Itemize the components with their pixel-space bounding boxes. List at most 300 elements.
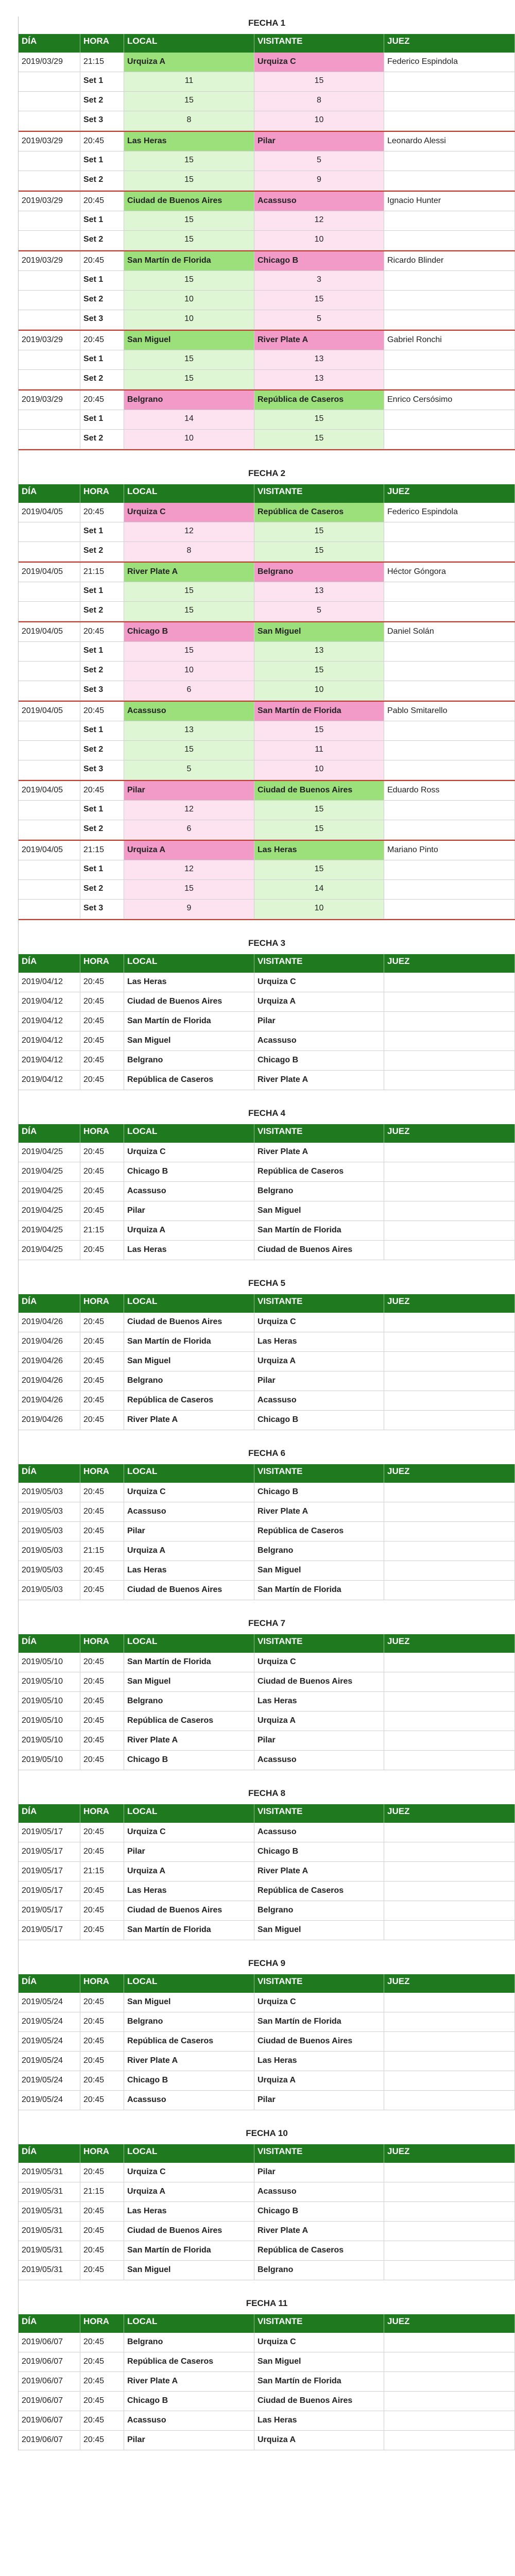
schedule-row[interactable] bbox=[19, 1993, 515, 2012]
header-hora: HORA bbox=[80, 484, 124, 503]
local-team: Las Heras bbox=[124, 1241, 254, 1260]
schedule-row[interactable] bbox=[19, 1502, 515, 1522]
header-juez: JUEZ bbox=[384, 1124, 515, 1143]
set-label: Set 2 bbox=[80, 231, 124, 250]
match-date: 2019/04/26 bbox=[19, 1411, 80, 1430]
local-team: Acassuso bbox=[124, 1502, 254, 1521]
match-time: 20:45 bbox=[80, 1731, 124, 1750]
table-header bbox=[19, 1464, 515, 1483]
visitor-team: Ciudad de Buenos Aires bbox=[254, 1672, 384, 1691]
set-spacer bbox=[19, 271, 80, 290]
set-empty bbox=[384, 231, 515, 250]
header-visitante: VISITANTE bbox=[254, 1634, 384, 1653]
match-time: 20:45 bbox=[80, 391, 124, 410]
match-time: 20:45 bbox=[80, 1842, 124, 1861]
referee bbox=[384, 1071, 515, 1090]
schedule-row[interactable] bbox=[19, 1352, 515, 1371]
set-empty bbox=[384, 860, 515, 879]
set-local-score: 10 bbox=[124, 291, 254, 310]
fecha-title: FECHA 1 bbox=[248, 18, 286, 28]
local-team: San Martín de Florida bbox=[124, 1012, 254, 1031]
fecha-section bbox=[19, 1107, 515, 1260]
visitor-team: Urquiza A bbox=[254, 992, 384, 1011]
schedule-row[interactable] bbox=[19, 1241, 515, 1260]
match-date: 2019/04/12 bbox=[19, 973, 80, 992]
header-dia: DÍA bbox=[19, 2314, 80, 2333]
table-header bbox=[19, 954, 515, 973]
match-time: 20:45 bbox=[80, 781, 124, 800]
schedule-row[interactable] bbox=[19, 2163, 515, 2182]
set-local-score: 15 bbox=[124, 880, 254, 899]
schedule-row[interactable] bbox=[19, 1071, 515, 1090]
match-time: 20:45 bbox=[80, 251, 124, 270]
referee: Eduardo Ross bbox=[384, 781, 515, 800]
visitor-team: San Martín de Florida bbox=[254, 1581, 384, 1600]
schedule-row[interactable] bbox=[19, 2091, 515, 2110]
set-empty bbox=[384, 171, 515, 190]
set-spacer bbox=[19, 72, 80, 91]
schedule-row[interactable] bbox=[19, 2261, 515, 2280]
referee bbox=[384, 1672, 515, 1691]
schedule-row[interactable] bbox=[19, 1731, 515, 1751]
set-visitor-score: 11 bbox=[254, 741, 384, 760]
referee bbox=[384, 1221, 515, 1240]
header-dia: DÍA bbox=[19, 1974, 80, 1993]
match-date: 2019/03/29 bbox=[19, 192, 80, 211]
visitor-team: San Miguel bbox=[254, 1561, 384, 1580]
referee bbox=[384, 2241, 515, 2260]
set-local-score: 15 bbox=[124, 350, 254, 369]
referee bbox=[384, 1823, 515, 1842]
referee bbox=[384, 1241, 515, 1260]
header-hora: HORA bbox=[80, 1464, 124, 1483]
local-team: San Martín de Florida bbox=[124, 1921, 254, 1940]
local-team: Chicago B bbox=[124, 2392, 254, 2411]
visitor-team: River Plate A bbox=[254, 1071, 384, 1090]
set-row bbox=[19, 602, 515, 621]
set-local-score: 10 bbox=[124, 662, 254, 681]
match-row[interactable] bbox=[19, 702, 515, 721]
fecha-section bbox=[19, 467, 515, 920]
header-juez: JUEZ bbox=[384, 484, 515, 503]
match-time: 20:45 bbox=[80, 1391, 124, 1410]
schedule-row[interactable] bbox=[19, 2012, 515, 2032]
match-row[interactable] bbox=[19, 132, 515, 151]
schedule-row[interactable] bbox=[19, 1332, 515, 1352]
set-label: Set 3 bbox=[80, 900, 124, 919]
match-date: 2019/05/31 bbox=[19, 2182, 80, 2201]
match-date: 2019/05/24 bbox=[19, 1993, 80, 2012]
set-spacer bbox=[19, 171, 80, 190]
referee bbox=[384, 1561, 515, 1580]
set-row bbox=[19, 542, 515, 562]
schedule-row[interactable] bbox=[19, 2411, 515, 2431]
set-spacer bbox=[19, 211, 80, 230]
match-date: 2019/06/07 bbox=[19, 2431, 80, 2450]
set-empty bbox=[384, 741, 515, 760]
referee bbox=[384, 1182, 515, 1201]
local-team: Chicago B bbox=[124, 2071, 254, 2090]
set-empty bbox=[384, 72, 515, 91]
referee bbox=[384, 2261, 515, 2280]
match-time: 20:45 bbox=[80, 1071, 124, 1090]
referee bbox=[384, 1031, 515, 1050]
match-time: 20:45 bbox=[80, 1921, 124, 1940]
set-row bbox=[19, 760, 515, 780]
set-spacer bbox=[19, 820, 80, 839]
header-visitante: VISITANTE bbox=[254, 1464, 384, 1483]
match-date: 2019/04/25 bbox=[19, 1182, 80, 1201]
table-header bbox=[19, 484, 515, 503]
referee bbox=[384, 2333, 515, 2352]
match-date: 2019/05/03 bbox=[19, 1502, 80, 1521]
match-time: 20:45 bbox=[80, 503, 124, 522]
schedule-row[interactable] bbox=[19, 1371, 515, 1391]
schedule-row[interactable] bbox=[19, 1012, 515, 1031]
schedule-row[interactable] bbox=[19, 1862, 515, 1882]
schedule-row[interactable] bbox=[19, 2241, 515, 2261]
schedule-row[interactable] bbox=[19, 1842, 515, 1862]
visitor-team: Belgrano bbox=[254, 563, 384, 582]
table-header bbox=[19, 1294, 515, 1313]
schedule-row[interactable] bbox=[19, 1143, 515, 1162]
local-team: San Miguel bbox=[124, 1031, 254, 1050]
match-date: 2019/05/03 bbox=[19, 1541, 80, 1561]
header-juez: JUEZ bbox=[384, 2314, 515, 2333]
visitor-team: Urquiza C bbox=[254, 1653, 384, 1672]
set-visitor-score: 15 bbox=[254, 820, 384, 839]
schedule-row[interactable] bbox=[19, 1653, 515, 1672]
visitor-team: Las Heras bbox=[254, 2052, 384, 2071]
schedule-row[interactable] bbox=[19, 1411, 515, 1430]
visitor-team: Chicago B bbox=[254, 2202, 384, 2221]
match-row[interactable] bbox=[19, 781, 515, 801]
schedule-row[interactable] bbox=[19, 1901, 515, 1921]
local-team: Urquiza A bbox=[124, 1221, 254, 1240]
set-row bbox=[19, 111, 515, 131]
set-spacer bbox=[19, 430, 80, 449]
visitor-team: Ciudad de Buenos Aires bbox=[254, 2392, 384, 2411]
visitor-team: San Miguel bbox=[254, 622, 384, 641]
set-local-score: 15 bbox=[124, 370, 254, 389]
header-hora: HORA bbox=[80, 1294, 124, 1313]
set-row bbox=[19, 642, 515, 662]
match-row[interactable] bbox=[19, 841, 515, 860]
match-date: 2019/05/10 bbox=[19, 1653, 80, 1672]
local-team: Acassuso bbox=[124, 702, 254, 721]
schedule-row[interactable] bbox=[19, 2052, 515, 2071]
referee: Leonardo Alessi bbox=[384, 132, 515, 151]
set-row bbox=[19, 880, 515, 900]
visitor-team: River Plate A bbox=[254, 1143, 384, 1162]
set-visitor-score: 15 bbox=[254, 410, 384, 429]
set-local-score: 15 bbox=[124, 171, 254, 190]
match-time: 21:15 bbox=[80, 563, 124, 582]
fecha-title: FECHA 6 bbox=[248, 1448, 286, 1458]
match-date: 2019/04/05 bbox=[19, 841, 80, 860]
referee bbox=[384, 1352, 515, 1371]
match-date: 2019/05/03 bbox=[19, 1483, 80, 1502]
match-time: 20:45 bbox=[80, 2052, 124, 2071]
set-empty bbox=[384, 662, 515, 681]
schedule-row[interactable] bbox=[19, 1162, 515, 1182]
set-empty bbox=[384, 211, 515, 230]
match-time: 20:45 bbox=[80, 1352, 124, 1371]
table-header bbox=[19, 2144, 515, 2163]
set-empty bbox=[384, 271, 515, 290]
set-local-score: 15 bbox=[124, 151, 254, 171]
match-date: 2019/04/12 bbox=[19, 1031, 80, 1050]
match-date: 2019/04/05 bbox=[19, 702, 80, 721]
visitor-team: Acassuso bbox=[254, 2182, 384, 2201]
match-time: 20:45 bbox=[80, 1051, 124, 1070]
referee bbox=[384, 1411, 515, 1430]
referee bbox=[384, 2411, 515, 2430]
schedule-row[interactable] bbox=[19, 1051, 515, 1071]
set-spacer bbox=[19, 350, 80, 369]
set-spacer bbox=[19, 760, 80, 779]
match-row[interactable] bbox=[19, 331, 515, 350]
set-empty bbox=[384, 92, 515, 111]
match-date: 2019/04/05 bbox=[19, 563, 80, 582]
match-row[interactable] bbox=[19, 53, 515, 72]
match-time: 20:45 bbox=[80, 1502, 124, 1521]
schedule-row[interactable] bbox=[19, 1581, 515, 1600]
set-local-score: 13 bbox=[124, 721, 254, 740]
match-time: 20:45 bbox=[80, 1371, 124, 1391]
set-row bbox=[19, 662, 515, 681]
match-block bbox=[19, 251, 515, 331]
set-label: Set 2 bbox=[80, 291, 124, 310]
set-local-score: 12 bbox=[124, 522, 254, 541]
schedule-row[interactable] bbox=[19, 1672, 515, 1692]
local-team: Belgrano bbox=[124, 1692, 254, 1711]
visitor-team: Acassuso bbox=[254, 1823, 384, 1842]
set-row bbox=[19, 801, 515, 820]
visitor-team: San Martín de Florida bbox=[254, 2012, 384, 2031]
local-team: San Martín de Florida bbox=[124, 1332, 254, 1351]
match-row[interactable] bbox=[19, 391, 515, 410]
schedule-row[interactable] bbox=[19, 2182, 515, 2202]
match-date: 2019/06/07 bbox=[19, 2392, 80, 2411]
match-time: 20:45 bbox=[80, 1711, 124, 1731]
match-date: 2019/04/05 bbox=[19, 622, 80, 641]
set-visitor-score: 15 bbox=[254, 291, 384, 310]
fecha-section bbox=[19, 1617, 515, 1770]
match-date: 2019/05/31 bbox=[19, 2241, 80, 2260]
set-spacer bbox=[19, 151, 80, 171]
set-empty bbox=[384, 721, 515, 740]
local-team: República de Caseros bbox=[124, 1711, 254, 1731]
local-team: Urquiza A bbox=[124, 1541, 254, 1561]
schedule-row[interactable] bbox=[19, 2333, 515, 2352]
local-team: San Martín de Florida bbox=[124, 1653, 254, 1672]
visitor-team: República de Caseros bbox=[254, 1522, 384, 1541]
schedule-row[interactable] bbox=[19, 1182, 515, 1201]
visitor-team: Las Heras bbox=[254, 1692, 384, 1711]
match-date: 2019/05/24 bbox=[19, 2052, 80, 2071]
schedule-row[interactable] bbox=[19, 1391, 515, 1411]
match-block bbox=[19, 192, 515, 251]
referee bbox=[384, 2182, 515, 2201]
schedule-row[interactable] bbox=[19, 2222, 515, 2241]
visitor-team: Chicago B bbox=[254, 251, 384, 270]
schedule-row[interactable] bbox=[19, 1541, 515, 1561]
local-team: Chicago B bbox=[124, 1162, 254, 1181]
match-date: 2019/03/29 bbox=[19, 251, 80, 270]
local-team: Urquiza A bbox=[124, 2182, 254, 2201]
match-row[interactable] bbox=[19, 563, 515, 582]
set-label: Set 3 bbox=[80, 310, 124, 329]
set-local-score: 12 bbox=[124, 801, 254, 820]
header-juez: JUEZ bbox=[384, 1464, 515, 1483]
schedule-row[interactable] bbox=[19, 1313, 515, 1332]
match-block bbox=[19, 702, 515, 781]
schedule-row[interactable] bbox=[19, 1561, 515, 1581]
set-local-score: 15 bbox=[124, 92, 254, 111]
schedule-row[interactable] bbox=[19, 1483, 515, 1502]
local-team: San Miguel bbox=[124, 1352, 254, 1371]
local-team: Ciudad de Buenos Aires bbox=[124, 1313, 254, 1332]
schedule-row[interactable] bbox=[19, 1882, 515, 1901]
referee bbox=[384, 1581, 515, 1600]
match-time: 20:45 bbox=[80, 1561, 124, 1580]
match-date: 2019/04/25 bbox=[19, 1162, 80, 1181]
set-empty bbox=[384, 310, 515, 329]
table-header bbox=[19, 2314, 515, 2333]
set-row bbox=[19, 410, 515, 430]
fecha-title: FECHA 2 bbox=[248, 468, 286, 478]
set-visitor-score: 9 bbox=[254, 171, 384, 190]
referee bbox=[384, 1162, 515, 1181]
header-local: LOCAL bbox=[124, 1464, 254, 1483]
visitor-team: República de Caseros bbox=[254, 2241, 384, 2260]
local-team: Urquiza A bbox=[124, 1862, 254, 1881]
match-time: 20:45 bbox=[80, 1411, 124, 1430]
referee bbox=[384, 1993, 515, 2012]
match-date: 2019/05/24 bbox=[19, 2012, 80, 2031]
match-time: 20:45 bbox=[80, 1031, 124, 1050]
match-date: 2019/05/31 bbox=[19, 2222, 80, 2241]
referee bbox=[384, 1862, 515, 1881]
visitor-team: River Plate A bbox=[254, 2222, 384, 2241]
header-local: LOCAL bbox=[124, 1124, 254, 1143]
schedule-row[interactable] bbox=[19, 2392, 515, 2411]
match-row[interactable] bbox=[19, 251, 515, 271]
set-local-score: 15 bbox=[124, 741, 254, 760]
schedule-row[interactable] bbox=[19, 973, 515, 992]
schedule-row[interactable] bbox=[19, 2372, 515, 2392]
visitor-team: Pilar bbox=[254, 1731, 384, 1750]
set-label: Set 1 bbox=[80, 211, 124, 230]
referee bbox=[384, 2222, 515, 2241]
match-row[interactable] bbox=[19, 192, 515, 211]
local-team: San Martín de Florida bbox=[124, 251, 254, 270]
referee bbox=[384, 2012, 515, 2031]
schedule-row[interactable] bbox=[19, 1921, 515, 1940]
match-date: 2019/04/25 bbox=[19, 1143, 80, 1162]
header-juez: JUEZ bbox=[384, 1294, 515, 1313]
header-juez: JUEZ bbox=[384, 1634, 515, 1653]
schedule-row[interactable] bbox=[19, 2032, 515, 2052]
set-local-score: 9 bbox=[124, 900, 254, 919]
match-date: 2019/04/12 bbox=[19, 1051, 80, 1070]
set-visitor-score: 15 bbox=[254, 662, 384, 681]
match-time: 21:15 bbox=[80, 53, 124, 72]
match-time: 20:45 bbox=[80, 2372, 124, 2391]
set-local-score: 15 bbox=[124, 582, 254, 601]
header-visitante: VISITANTE bbox=[254, 1294, 384, 1313]
schedule-row[interactable] bbox=[19, 1692, 515, 1711]
schedule-row[interactable] bbox=[19, 1711, 515, 1731]
schedule-row[interactable] bbox=[19, 1823, 515, 1842]
schedule-row[interactable] bbox=[19, 2352, 515, 2372]
local-team: Belgrano bbox=[124, 391, 254, 410]
local-team: River Plate A bbox=[124, 1411, 254, 1430]
set-row bbox=[19, 820, 515, 840]
referee bbox=[384, 2372, 515, 2391]
schedule-row[interactable] bbox=[19, 1522, 515, 1541]
match-time: 20:45 bbox=[80, 331, 124, 350]
set-visitor-score: 15 bbox=[254, 542, 384, 561]
set-local-score: 10 bbox=[124, 310, 254, 329]
visitor-team: Urquiza A bbox=[254, 2431, 384, 2450]
match-date: 2019/05/17 bbox=[19, 1901, 80, 1920]
match-time: 20:45 bbox=[80, 2261, 124, 2280]
set-label: Set 1 bbox=[80, 721, 124, 740]
visitor-team: República de Caseros bbox=[254, 391, 384, 410]
referee bbox=[384, 1653, 515, 1672]
schedule-row[interactable] bbox=[19, 1221, 515, 1241]
set-visitor-score: 15 bbox=[254, 522, 384, 541]
match-row[interactable] bbox=[19, 622, 515, 642]
visitor-team: River Plate A bbox=[254, 1502, 384, 1521]
match-block bbox=[19, 391, 515, 450]
set-local-score: 15 bbox=[124, 642, 254, 661]
match-time: 20:45 bbox=[80, 2222, 124, 2241]
match-date: 2019/05/24 bbox=[19, 2091, 80, 2110]
local-team: San Martín de Florida bbox=[124, 2241, 254, 2260]
set-label: Set 1 bbox=[80, 860, 124, 879]
set-visitor-score: 15 bbox=[254, 72, 384, 91]
schedule-row[interactable] bbox=[19, 1751, 515, 1770]
local-team: República de Caseros bbox=[124, 2032, 254, 2051]
match-time: 21:15 bbox=[80, 1221, 124, 1240]
visitor-team: Ciudad de Buenos Aires bbox=[254, 2032, 384, 2051]
visitor-team: Urquiza A bbox=[254, 1711, 384, 1731]
referee bbox=[384, 1882, 515, 1901]
header-dia: DÍA bbox=[19, 2144, 80, 2163]
match-time: 20:45 bbox=[80, 1522, 124, 1541]
match-time: 20:45 bbox=[80, 1483, 124, 1502]
schedule-row[interactable] bbox=[19, 2202, 515, 2222]
schedule-row[interactable] bbox=[19, 1201, 515, 1221]
visitor-team: Urquiza C bbox=[254, 973, 384, 992]
match-time: 20:45 bbox=[80, 1653, 124, 1672]
schedule-row[interactable] bbox=[19, 992, 515, 1012]
referee: Enrico Cersósimo bbox=[384, 391, 515, 410]
schedule-row[interactable] bbox=[19, 1031, 515, 1051]
schedule-row[interactable] bbox=[19, 2431, 515, 2450]
local-team: Urquiza A bbox=[124, 53, 254, 72]
schedule-row[interactable] bbox=[19, 2071, 515, 2091]
header-visitante: VISITANTE bbox=[254, 1124, 384, 1143]
header-hora: HORA bbox=[80, 1124, 124, 1143]
set-visitor-score: 15 bbox=[254, 801, 384, 820]
visitor-team: Urquiza C bbox=[254, 53, 384, 72]
fecha-title: FECHA 10 bbox=[246, 2128, 288, 2138]
match-row[interactable] bbox=[19, 503, 515, 522]
